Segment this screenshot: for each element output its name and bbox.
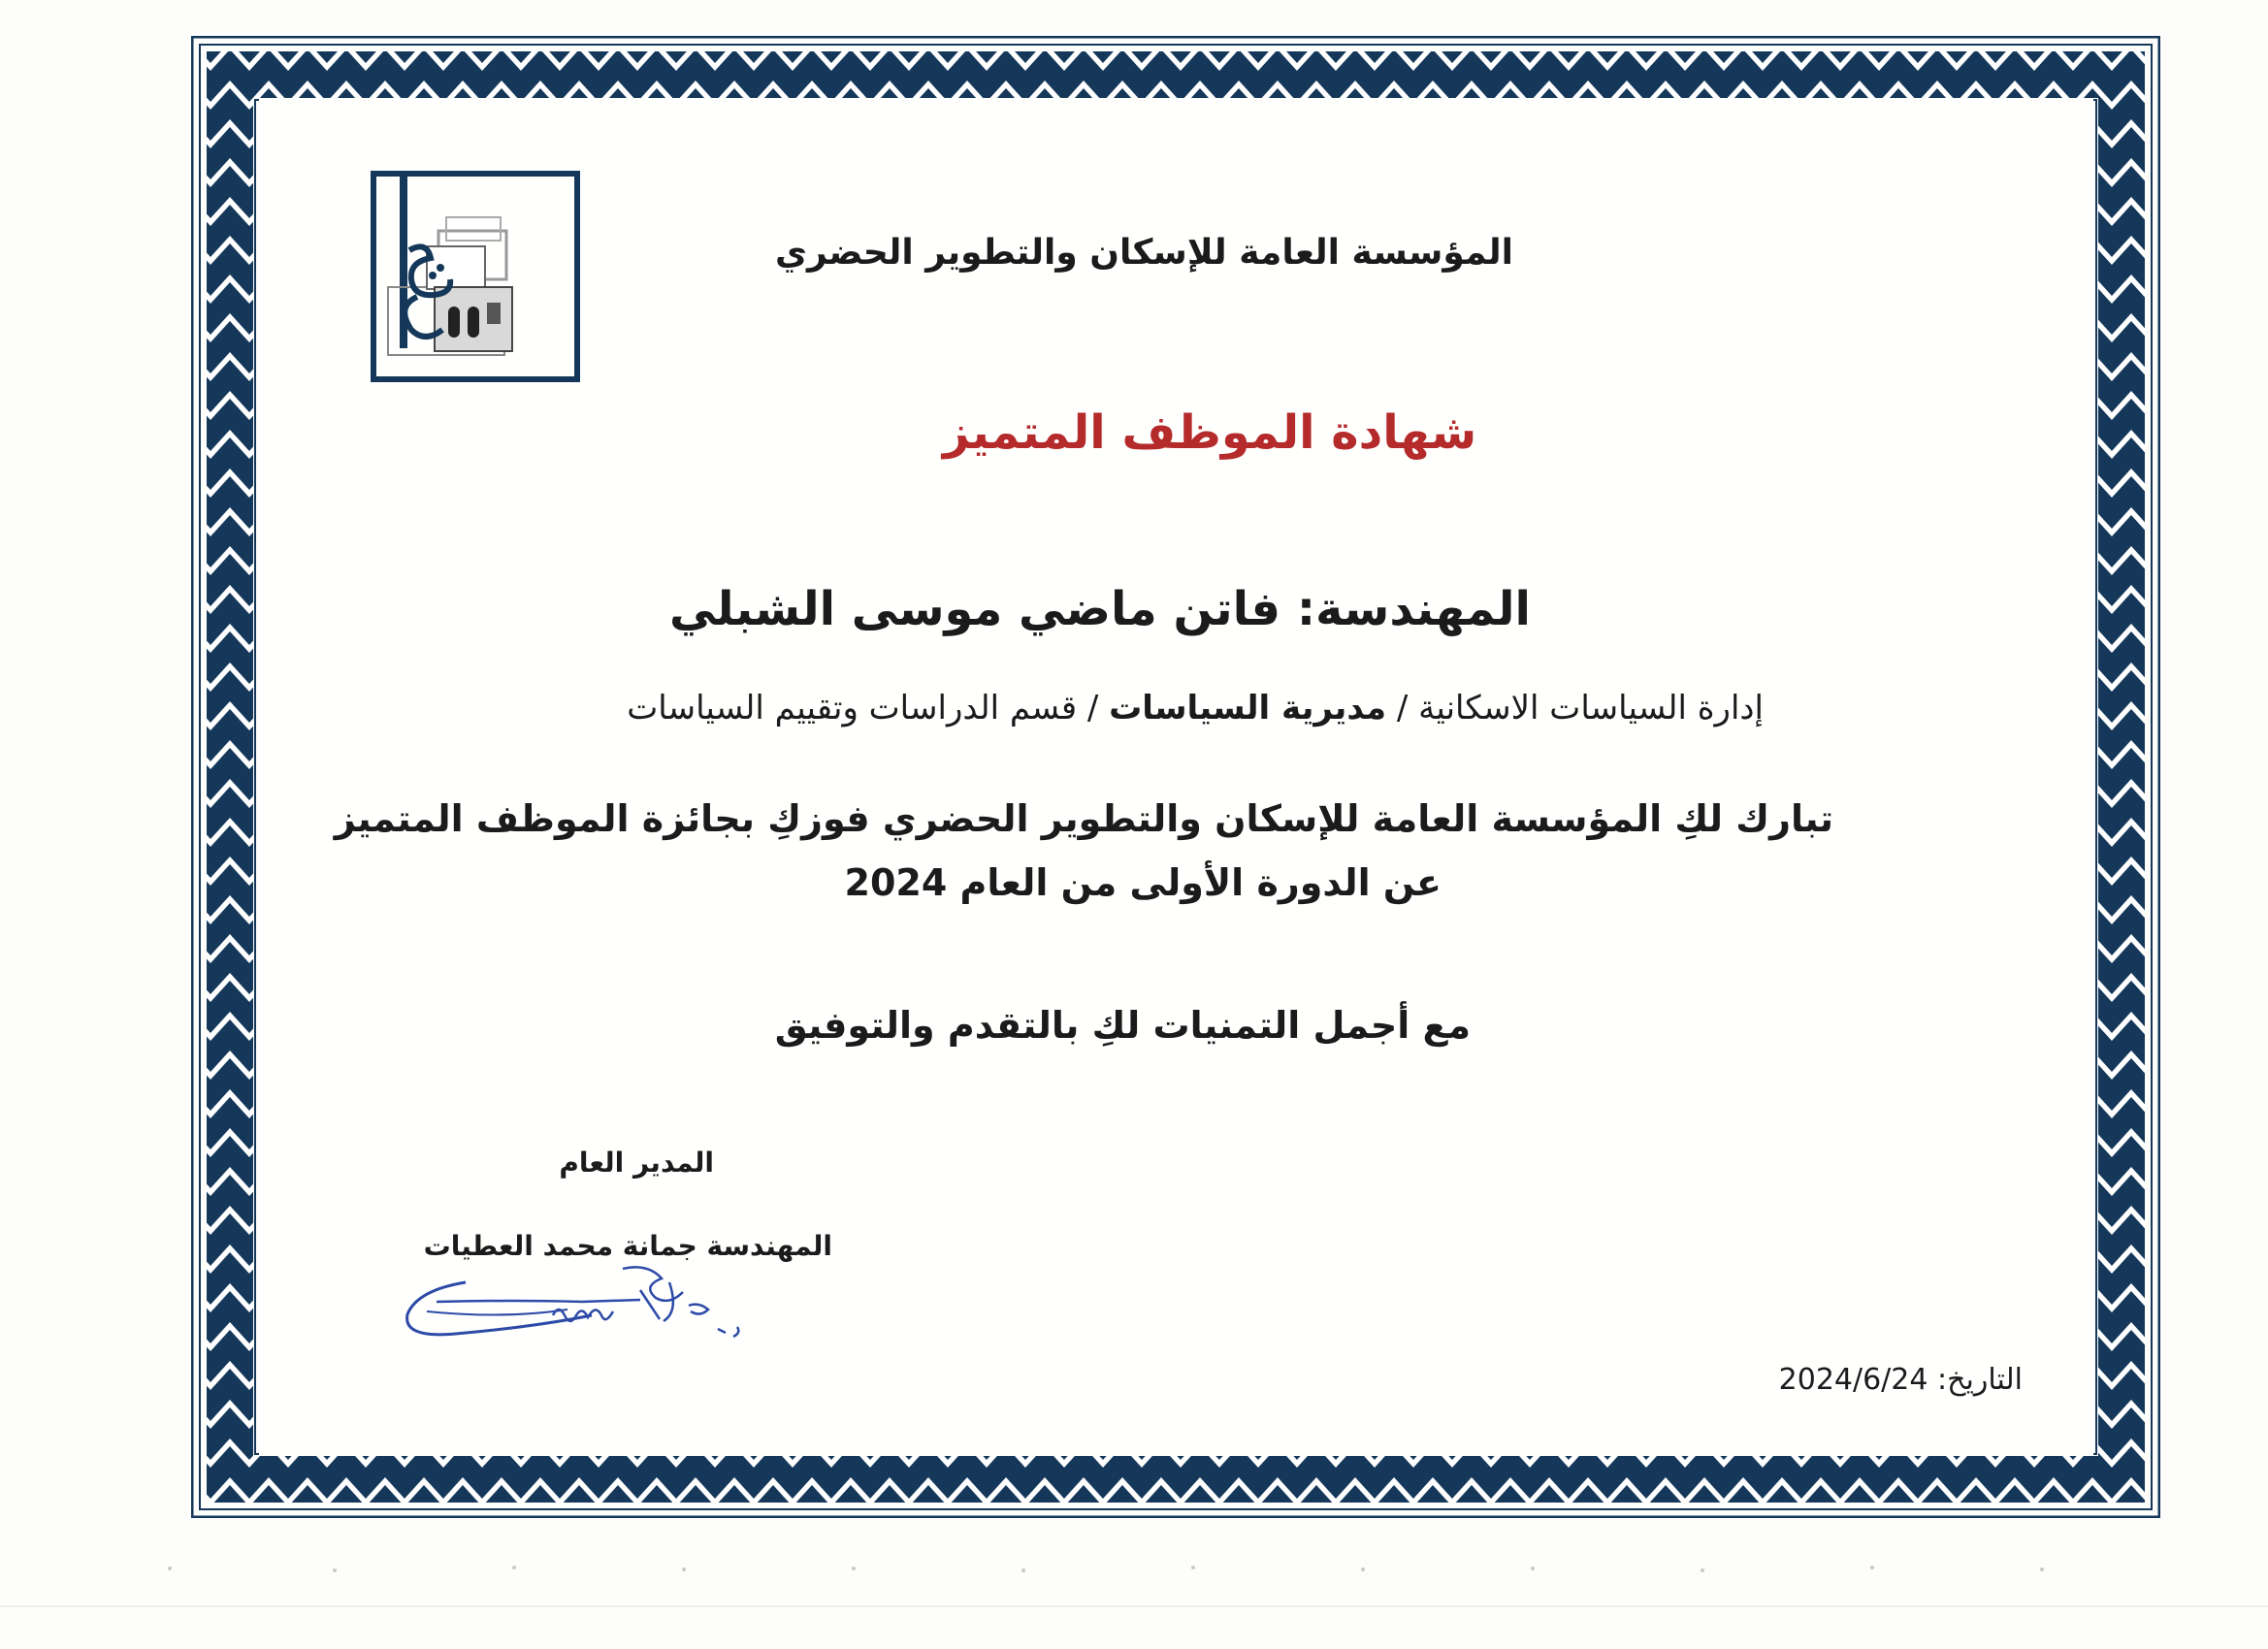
issue-date <box>1779 1363 2023 1397</box>
body-text-line-2: عن الدورة الأولى من العام 2024 <box>844 861 1442 904</box>
department-line <box>627 689 1764 728</box>
department-suffix: / قسم الدراسات وتقييم السياسات <box>627 689 1110 728</box>
department-directorate: مديرية السياسات <box>1109 689 1387 728</box>
wishes-text: مع أجمل التمنيات لكِ بالتقدم والتوفيق <box>774 1004 1471 1047</box>
handwritten-signature-icon <box>398 1261 776 1348</box>
organization-name: المؤسسة العامة للإسكان والتطوير الحضري <box>775 233 1513 273</box>
scan-dust <box>0 1552 2268 1649</box>
certificate-title <box>0 405 2268 460</box>
signatory-title: المدير العام <box>559 1147 714 1179</box>
signatory-name: المهندسة جمانة محمد العطيات <box>423 1230 832 1262</box>
body-text-line-1: تبارك لكِ المؤسسة العامة للإسكان والتطوير الحضري فوزكِ بجائزة الموظف المتميز <box>334 797 1833 840</box>
certificate-title-text: شهادة الموظف المتميز <box>942 405 1477 460</box>
recipient-name: المهندسة: فاتن ماضي موسى الشبلي <box>668 582 1531 636</box>
date-label: التاريخ: <box>1937 1363 2023 1397</box>
date-value: 2024/6/24 <box>1778 1363 1928 1397</box>
housing-corporation-logo-icon <box>371 171 580 382</box>
department-prefix: إدارة السياسات الاسكانية / <box>1386 689 1764 728</box>
